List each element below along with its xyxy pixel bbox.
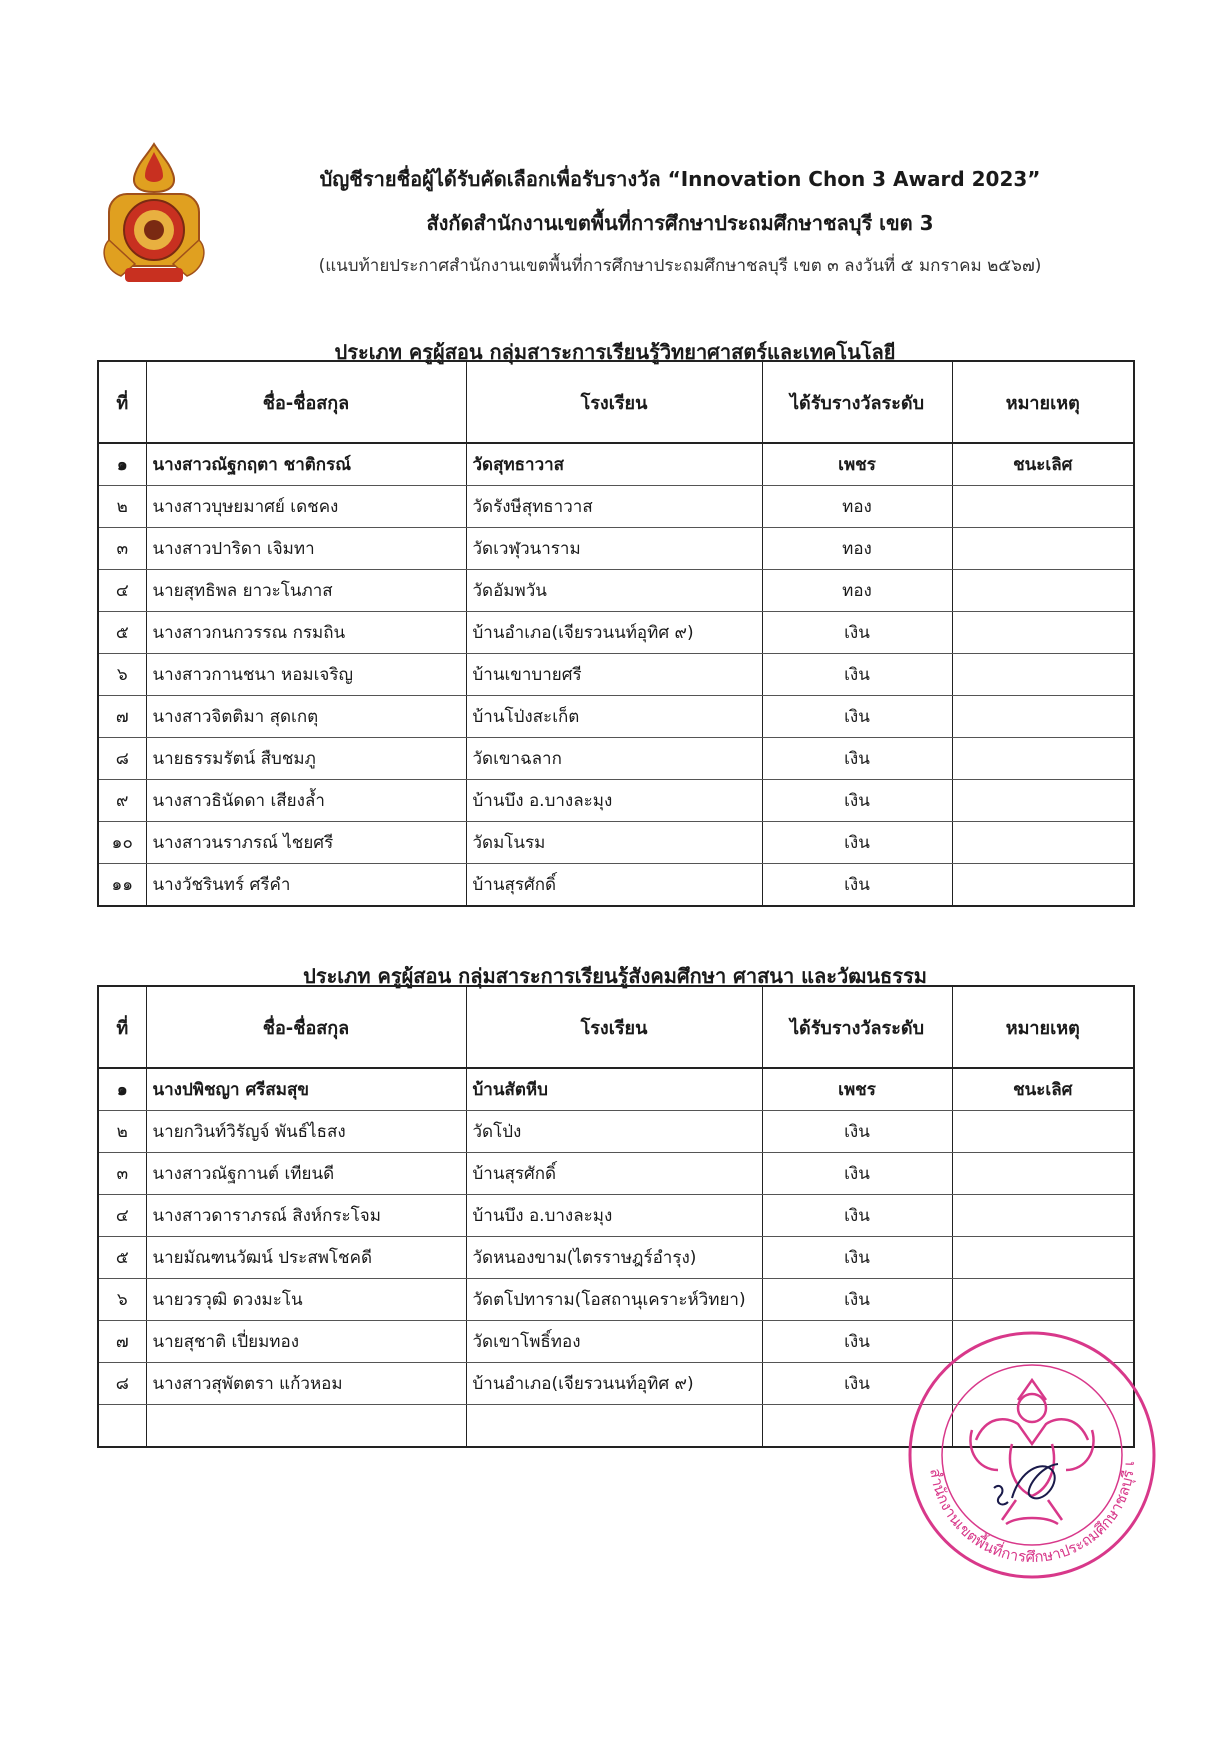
table-row — [98, 780, 1134, 822]
row-note — [952, 1279, 1134, 1321]
row-school: วัดสุทธาวาส — [466, 443, 762, 486]
row-level: ทอง — [762, 486, 952, 528]
row-number: ๗ — [98, 1321, 146, 1363]
col-header-level: ได้รับรางวัลระดับ — [762, 361, 952, 443]
table-row — [98, 528, 1134, 570]
row-school: บ้านบึง อ.บางละมุง — [466, 780, 762, 822]
row-name: นางสาวกานชนา หอมเจริญ — [146, 654, 466, 696]
row-level: เงิน — [762, 822, 952, 864]
row-level: เงิน — [762, 1111, 952, 1153]
row-number: ๘ — [98, 738, 146, 780]
table-row — [98, 486, 1134, 528]
row-school: บ้านโป่งสะเก็ต — [466, 696, 762, 738]
table2-title: ประเภท ครูผู้สอน กลุ่มสาระการเรียนรู้สังคมศึกษา ศาสนา และวัฒนธรรม — [303, 964, 927, 988]
row-school: บ้านเขาบายศรี — [466, 654, 762, 696]
row-number: ๗ — [98, 696, 146, 738]
col-header-note: หมายเหตุ — [952, 361, 1134, 443]
row-name: นางสาวนราภรณ์ ไชยศรี — [146, 822, 466, 864]
row-name: นายกวินท์วิรัญจ์ พันธ์ไธสง — [146, 1111, 466, 1153]
table-row — [98, 864, 1134, 907]
row-note — [952, 1195, 1134, 1237]
row-school — [466, 1405, 762, 1448]
col-header-school: โรงเรียน — [466, 361, 762, 443]
row-note — [952, 1237, 1134, 1279]
official-stamp — [902, 1320, 1162, 1590]
table-row — [98, 612, 1134, 654]
table-row — [98, 1111, 1134, 1153]
row-note: ชนะเลิศ — [952, 443, 1134, 486]
row-school: วัดมโนรม — [466, 822, 762, 864]
col-header-name: ชื่อ-ชื่อสกุล — [146, 361, 466, 443]
table-row — [98, 570, 1134, 612]
row-note — [952, 696, 1134, 738]
row-name: นายมัณฑนวัฒน์ ประสพโชคดี — [146, 1237, 466, 1279]
row-school: วัดตโปทาราม(โอสถานุเคราะห์วิทยา) — [466, 1279, 762, 1321]
table-row — [98, 1237, 1134, 1279]
row-name: นางสาวธินัดดา เสียงล้ำ — [146, 780, 466, 822]
col-header-no: ที่ — [98, 361, 146, 443]
table1-title: ประเภท ครูผู้สอน กลุ่มสาระการเรียนรู้วิทยาศาสตร์และเทคโนโลยี — [334, 340, 896, 364]
row-note — [952, 612, 1134, 654]
document-title: บัญชีรายชื่อผู้ได้รับคัดเลือกเพื่อรับรางวัล “Innovation Chon 3 Award 2023” — [319, 167, 1041, 191]
table-row — [98, 1279, 1134, 1321]
row-number: ๖ — [98, 1279, 146, 1321]
row-number — [98, 1405, 146, 1448]
row-name: นางสาวกนกวรรณ กรมถิน — [146, 612, 466, 654]
office-logo — [95, 140, 213, 290]
row-number: ๔ — [98, 570, 146, 612]
row-level: เงิน — [762, 1279, 952, 1321]
row-note — [952, 822, 1134, 864]
row-level: เงิน — [762, 864, 952, 907]
row-note — [952, 486, 1134, 528]
row-note — [952, 654, 1134, 696]
row-note — [952, 864, 1134, 907]
row-school: วัดเขาฉลาก — [466, 738, 762, 780]
row-number: ๒ — [98, 486, 146, 528]
row-level: เพชร — [762, 443, 952, 486]
row-number: ๑ — [98, 1068, 146, 1111]
table-row — [98, 822, 1134, 864]
row-level: เงิน — [762, 696, 952, 738]
stamp-text: สำนักงานเขตพื้นที่การศึกษาประถมศึกษาชลบุรี เ — [926, 1460, 1139, 1567]
row-school: บ้านสุรศักดิ์ — [466, 864, 762, 907]
row-level: เงิน — [762, 780, 952, 822]
row-name: นางวัชรินทร์ ศรีคำ — [146, 864, 466, 907]
table-row — [98, 443, 1134, 486]
row-note: ชนะเลิศ — [952, 1068, 1134, 1111]
row-number: ๔ — [98, 1195, 146, 1237]
row-school: วัดอัมพวัน — [466, 570, 762, 612]
document-reference: (แนบท้ายประกาศสำนักงานเขตพื้นที่การศึกษาประถมศึกษาชลบุรี เขต ๓ ลงวันที่ ๕ มกราคม ๒๕๖๗) — [318, 256, 1042, 276]
row-note — [952, 780, 1134, 822]
row-number: ๖ — [98, 654, 146, 696]
row-level: เพชร — [762, 1068, 952, 1111]
row-name: นางสาวบุษยมาศย์ เดชคง — [146, 486, 466, 528]
row-level: ทอง — [762, 570, 952, 612]
row-number: ๕ — [98, 612, 146, 654]
row-level: ทอง — [762, 528, 952, 570]
row-number: ๘ — [98, 1363, 146, 1405]
row-number: ๓ — [98, 1153, 146, 1195]
row-name: นายวรวุฒิ ดวงมะโน — [146, 1279, 466, 1321]
col-header-note: หมายเหตุ — [952, 986, 1134, 1068]
row-level: เงิน — [762, 1153, 952, 1195]
document-subtitle: สังกัดสำนักงานเขตพื้นที่การศึกษาประถมศึกษาชลบุรี เขต 3 — [426, 211, 934, 235]
row-school: บ้านสุรศักดิ์ — [466, 1153, 762, 1195]
row-school: บ้านอำเภอ(เจียรวนนท์อุทิศ ๙) — [466, 612, 762, 654]
row-school: วัดเขาโพธิ์ทอง — [466, 1321, 762, 1363]
garuda-emblem — [970, 1380, 1093, 1524]
row-level: เงิน — [762, 1237, 952, 1279]
row-name: นางปพิชญา ศรีสมสุข — [146, 1068, 466, 1111]
row-school: วัดหนองขาม(ไตรราษฎร์อำรุง) — [466, 1237, 762, 1279]
row-school: บ้านอำเภอ(เจียรวนนท์อุทิศ ๙) — [466, 1363, 762, 1405]
row-name: นางสาวณัฐกฤตา ชาติกรณ์ — [146, 443, 466, 486]
col-header-no: ที่ — [98, 986, 146, 1068]
row-number: ๒ — [98, 1111, 146, 1153]
row-number: ๓ — [98, 528, 146, 570]
row-name: นางสาวจิตติมา สุดเกตุ — [146, 696, 466, 738]
row-number: ๑๐ — [98, 822, 146, 864]
table-row — [98, 1153, 1134, 1195]
row-note — [952, 570, 1134, 612]
row-level: เงิน — [762, 1321, 952, 1363]
row-school: บ้านสัตหีบ — [466, 1068, 762, 1111]
col-header-level: ได้รับรางวัลระดับ — [762, 986, 952, 1068]
row-level: เงิน — [762, 654, 952, 696]
table-row — [98, 738, 1134, 780]
row-name — [146, 1405, 466, 1448]
table-row — [98, 1195, 1134, 1237]
table-row — [98, 1068, 1134, 1111]
col-header-school: โรงเรียน — [466, 986, 762, 1068]
table-row — [98, 696, 1134, 738]
row-number: ๕ — [98, 1237, 146, 1279]
award-table-science — [97, 360, 1135, 907]
row-number: ๙ — [98, 780, 146, 822]
row-name: นางสาวณัฐกานต์ เทียนดี — [146, 1153, 466, 1195]
row-note — [952, 528, 1134, 570]
row-note — [952, 1111, 1134, 1153]
row-school: บ้านบึง อ.บางละมุง — [466, 1195, 762, 1237]
row-note — [952, 1153, 1134, 1195]
row-note — [952, 738, 1134, 780]
row-name: นายสุชาติ เปี่ยมทอง — [146, 1321, 466, 1363]
row-name: นางสาวดาราภรณ์ สิงห์กระโจม — [146, 1195, 466, 1237]
row-number: ๑ — [98, 443, 146, 486]
row-name: นางสาวปาริดา เจิมทา — [146, 528, 466, 570]
row-name: นายสุทธิพล ยาวะโนภาส — [146, 570, 466, 612]
row-name: นายธรรมรัตน์ สืบชมภู — [146, 738, 466, 780]
row-level: เงิน — [762, 738, 952, 780]
row-number: ๑๑ — [98, 864, 146, 907]
row-level: เงิน — [762, 1195, 952, 1237]
col-header-name: ชื่อ-ชื่อสกุล — [146, 986, 466, 1068]
row-school: วัดเวฬุวนาราม — [466, 528, 762, 570]
row-name: นางสาวสุพัตตรา แก้วหอม — [146, 1363, 466, 1405]
row-level: เงิน — [762, 612, 952, 654]
table-row — [98, 654, 1134, 696]
row-school: วัดรังษีสุทธาวาส — [466, 486, 762, 528]
row-school: วัดโป่ง — [466, 1111, 762, 1153]
row-level: เงิน — [762, 1363, 952, 1405]
